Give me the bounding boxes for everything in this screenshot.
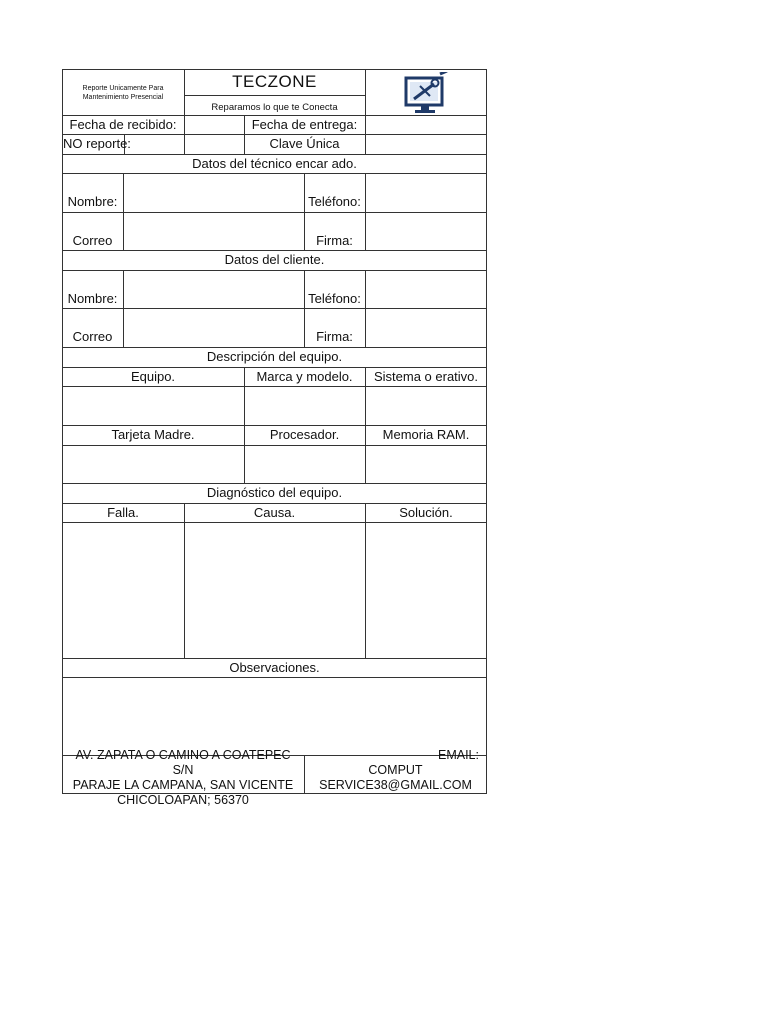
brand-title: TECZONE [232, 72, 317, 91]
fault-header: Falla. [107, 505, 139, 520]
equipment-section-title: Descripción del equipo. [206, 349, 343, 364]
received-date-field[interactable] [185, 116, 243, 134]
client-phone-label: Teléfono: [308, 291, 361, 306]
footer-email [305, 763, 486, 793]
address-line-3: CHICOLOAPAN; 56370 [117, 793, 249, 807]
ram-header: Memoria RAM. [382, 427, 470, 442]
equipment-header: Equipo. [130, 369, 176, 384]
cause-header: Causa. [253, 505, 296, 520]
processor-field[interactable] [245, 446, 365, 483]
technician-section-title: Datos del técnico encar ado. [192, 156, 357, 171]
technician-email-field[interactable] [124, 213, 304, 250]
client-name-label: Nombre: [67, 291, 118, 306]
received-date-label: Fecha de recibido: [69, 117, 177, 132]
report-number-label: NO reporte: [63, 136, 131, 151]
observations-section-title: Observaciones. [229, 660, 320, 675]
header-note: Reporte Unicamente Para Mantenimiento Presencial [82, 85, 164, 101]
technician-phone-label: Teléfono: [308, 194, 361, 209]
report-number-field[interactable] [185, 135, 243, 153]
delivery-date-field[interactable] [366, 116, 486, 134]
client-email-field[interactable] [124, 309, 304, 346]
address-line-2: PARAJE LA CAMPANA, SAN VICENTE [72, 778, 294, 792]
equipment-field[interactable] [63, 387, 244, 424]
observations-field[interactable] [63, 678, 486, 754]
technician-phone-field[interactable] [366, 174, 486, 211]
technician-email-label: Correo [72, 233, 113, 248]
brand-model-header: Marca y modelo. [256, 369, 353, 384]
solution-header: Solución. [399, 505, 453, 520]
client-section-title: Datos del cliente. [224, 252, 325, 267]
unique-key-label: Clave Única [269, 136, 340, 151]
motherboard-header: Tarjeta Madre. [111, 427, 195, 442]
technician-signature-label: Firma: [316, 233, 353, 248]
cause-field[interactable] [185, 523, 365, 657]
operating-system-field[interactable] [366, 387, 486, 424]
delivery-date-label: Fecha de entrega: [251, 117, 358, 132]
client-email-label: Correo [72, 329, 113, 344]
unique-key-field[interactable] [366, 135, 486, 153]
ram-field[interactable] [366, 446, 486, 483]
brand-model-field[interactable] [245, 387, 365, 424]
technician-name-label: Nombre: [67, 194, 118, 209]
brand-tagline: Reparamos lo que te Conecta [211, 102, 338, 113]
technician-signature-field[interactable] [366, 213, 486, 250]
email-line-2: SERVICE38@GMAIL.COM [319, 778, 472, 792]
diagnosis-section-title: Diagnóstico del equipo. [206, 485, 343, 500]
operating-system-header: Sistema o erativo. [373, 369, 479, 384]
monitor-repair-icon [400, 72, 450, 114]
client-name-field[interactable] [124, 271, 304, 308]
client-phone-field[interactable] [366, 271, 486, 308]
solution-field[interactable] [366, 523, 486, 657]
client-signature-field[interactable] [366, 309, 486, 346]
technician-name-field[interactable] [124, 174, 304, 211]
processor-header: Procesador. [269, 427, 340, 442]
address-line-1: AV. ZAPATA O CAMINO A COATEPEC S/N [75, 748, 291, 777]
motherboard-field[interactable] [63, 446, 244, 483]
footer-email-label: EMAIL: [438, 748, 479, 762]
email-line-1: COMPUT [368, 763, 423, 777]
footer-address [64, 748, 302, 808]
client-signature-label: Firma: [316, 329, 353, 344]
service-report-form [62, 69, 487, 807]
fault-field[interactable] [63, 523, 184, 657]
